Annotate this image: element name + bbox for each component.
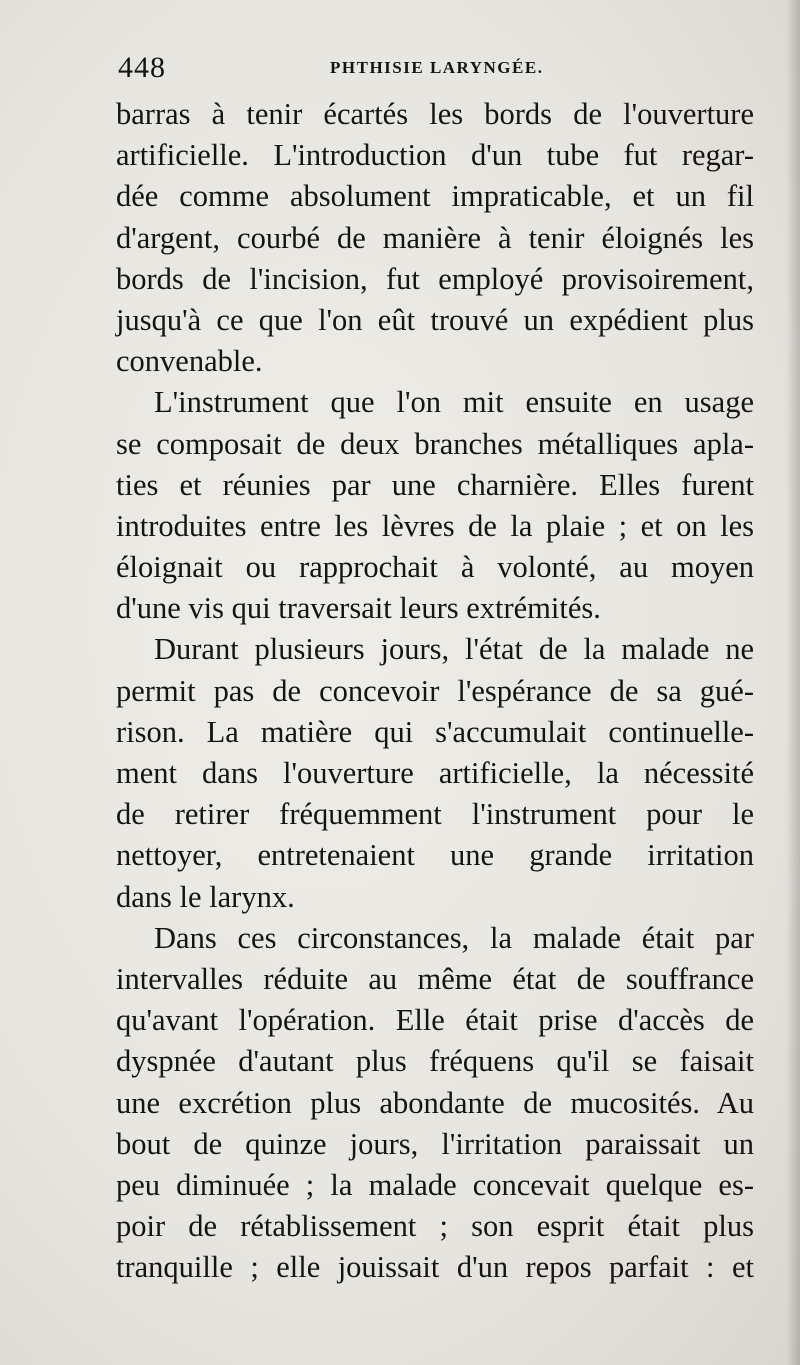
text-line: dyspnée d'autant plus fréquens qu'il se faisait xyxy=(116,1044,754,1079)
text-line: barras à tenir écartés les bords de l'ouverture xyxy=(116,97,754,131)
text-line: de retirer fréquemment l'instrument pour le xyxy=(116,797,754,832)
paragraph-3 xyxy=(116,629,754,917)
text-line: permit pas de concevoir l'espérance de sa gué- xyxy=(116,673,754,708)
body-text xyxy=(116,94,754,1288)
text-line: introduites entre les lèvres de la plaie ; et on les xyxy=(116,508,754,543)
text-line: poir de rétablissement ; son esprit était plus xyxy=(116,1209,754,1244)
text-line: peu diminuée ; la malade concevait quelque es- xyxy=(116,1167,754,1202)
text-line: L'instrument que l'on mit ensuite en usage xyxy=(154,385,754,420)
running-title: PHTHISIE LARYNGÉE. xyxy=(330,58,544,77)
text-line: Dans ces circonstances, la malade était par xyxy=(154,920,754,955)
paragraph-4 xyxy=(116,918,754,1289)
text-line: rison. La matière qui s'accumulait continuelle- xyxy=(116,714,754,749)
text-line: convenable. xyxy=(116,344,263,379)
paragraph-2 xyxy=(116,382,754,629)
text-line: une excrétion plus abondante de mucosités. Au xyxy=(116,1085,754,1120)
text-line: éloignait ou rapprochait à volonté, au moyen xyxy=(116,550,754,585)
text-line: bout de quinze jours, l'irritation paraissait un xyxy=(116,1126,754,1161)
text-line: Durant plusieurs jours, l'état de la malade ne xyxy=(154,632,754,667)
text-line: qu'avant l'opération. Elle était prise d'accès de xyxy=(116,1003,754,1038)
text-line: dée comme absolument impraticable, et un fil xyxy=(116,179,754,214)
text-line: ment dans l'ouverture artificielle, la nécessité xyxy=(116,756,754,790)
paragraph-1 xyxy=(116,94,754,382)
text-line: tranquille ; elle jouissait d'un repos parfait : et xyxy=(116,1250,754,1285)
page-edge-shadow xyxy=(786,0,800,1365)
text-line: ties et réunies par une charnière. Elles furent xyxy=(116,467,754,502)
page-number: 448 xyxy=(118,51,166,84)
text-line: jusqu'à ce que l'on eût trouvé un expédient plus xyxy=(116,302,754,337)
page-header xyxy=(118,48,754,88)
text-line: intervalles réduite au même état de souffrance xyxy=(116,961,754,996)
text-line: bords de l'incision, fut employé provisoirement, xyxy=(116,261,754,296)
text-line: se composait de deux branches métalliques apla- xyxy=(116,426,754,461)
text-line: d'une vis qui traversait leurs extrémités. xyxy=(116,591,601,626)
text-line: dans le larynx. xyxy=(116,879,295,914)
text-line: d'argent, courbé de manière à tenir éloignés les xyxy=(116,220,754,255)
text-line: artificielle. L'introduction d'un tube fut regar- xyxy=(116,138,754,173)
text-line: nettoyer, entretenaient une grande irritation xyxy=(116,838,754,873)
